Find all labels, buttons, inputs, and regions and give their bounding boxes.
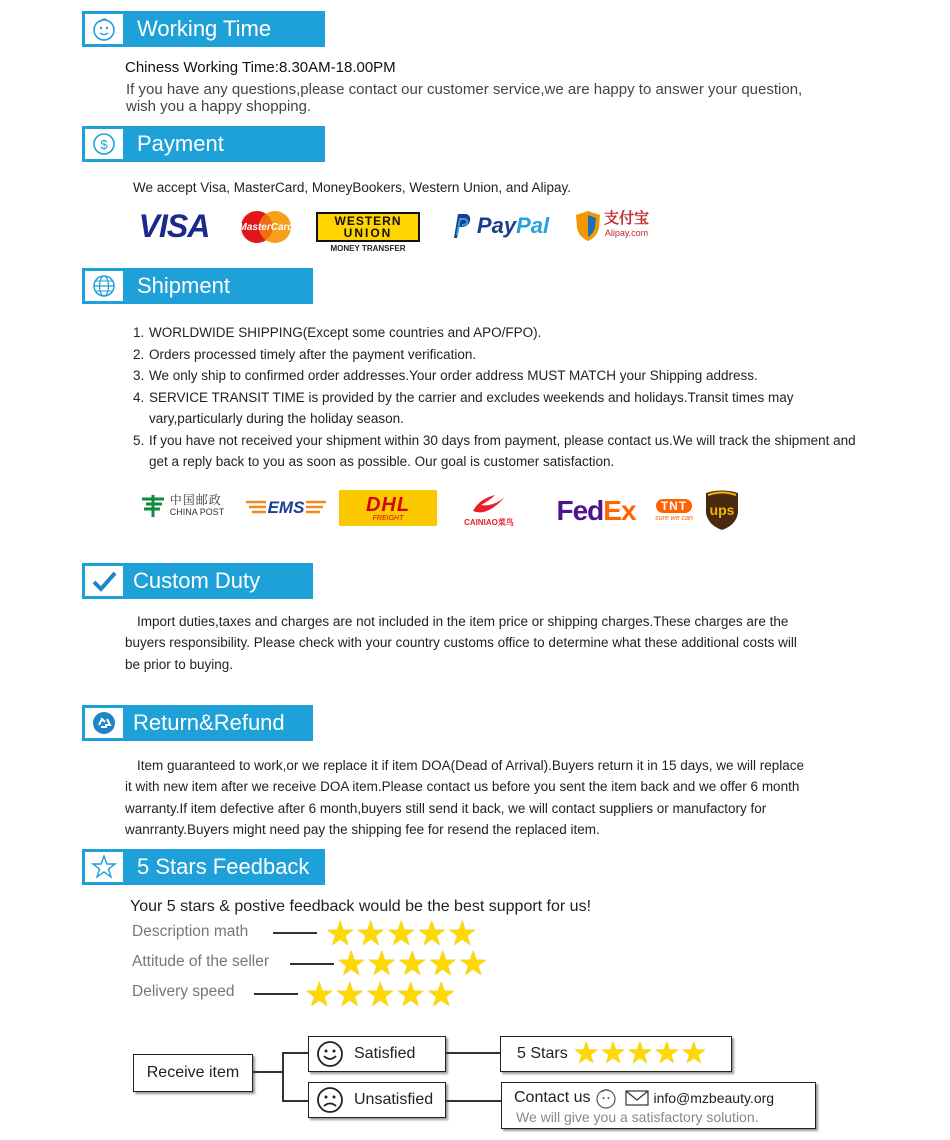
section-title: 5 Stars Feedback [137, 854, 310, 879]
satisfied-label: Satisfied [354, 1045, 416, 1062]
five-stars-label: 5 Stars [517, 1045, 568, 1062]
unsatisfied-label: Unsatisfied [354, 1091, 434, 1108]
china-post-en: CHINA POST [169, 507, 225, 517]
fedex-text-ex: Ex [603, 495, 636, 526]
star-icon: ★ [395, 976, 426, 1014]
western-union-sub: MONEY TRANSFER [330, 243, 406, 253]
section-header-return-refund [82, 705, 313, 741]
star-icon: ★ [427, 945, 458, 983]
alipay-cn: 支付宝 [603, 210, 649, 227]
china-post-cn: 中国邮政 [169, 493, 222, 507]
star-icon: ★ [325, 915, 356, 953]
china-post-logo [134, 490, 230, 522]
working-text-line1: If you have any questions,please contact our customer service,we are happy to answer your question, [126, 81, 803, 98]
email-icon [625, 1090, 649, 1106]
section-title: Return&Refund [133, 710, 285, 735]
return-line3: warranty.If item defective after 6 month,buyers still send it back, we will contact suppliers or manufactory for [125, 801, 767, 816]
ups-logo [704, 489, 740, 531]
rating-label: Delivery speed [132, 983, 235, 1000]
rating-label: Attitude of the seller [132, 953, 269, 970]
shipment-item: 5. If you have not received your shipment within 30 days from payment, please contact us.We will track the shipment and get a reply back to you as soon as possible. Our goal is customer satisfaction. [148, 430, 868, 473]
western-union-top: WESTERN [334, 213, 402, 228]
sad-face-icon [316, 1086, 344, 1114]
ups-logo-text: ups [709, 502, 735, 518]
dhl-sub-text: FREIGHT [372, 514, 404, 522]
happy-face-icon [316, 1040, 344, 1068]
shipment-item: 4. SERVICE TRANSIT TIME is provided by the carrier and excludes weekends and holidays.Transit times may vary,particularly during the holiday season. [148, 387, 868, 430]
smiley-icon [595, 1087, 617, 1109]
star-icon: ★ [599, 1037, 627, 1070]
unsatisfied-box [308, 1082, 446, 1118]
contact-email[interactable]: info@mzbeauty.org [653, 1089, 775, 1106]
alipay-logo [570, 208, 654, 244]
contact-promise: We will give you a satisfactory solution. [516, 1108, 759, 1125]
return-line1: Item guaranteed to work,or we replace it if item DOA(Dead of Arrival).Buyers return it in 15 days, we will replace [137, 758, 805, 773]
receive-item-label: Receive item [146, 1064, 240, 1081]
star-icon: ★ [366, 945, 397, 983]
western-union-bottom: UNION [343, 225, 393, 240]
star-icon: ★ [336, 945, 367, 983]
alipay-text [604, 212, 649, 240]
flow-line [282, 1052, 284, 1102]
shipment-item: 1. WORLDWIDE SHIPPING(Except some countries and APO/FPO). [148, 322, 868, 344]
working-text-line2: wish you a happy shopping. [126, 98, 312, 115]
smiley-icon [85, 14, 123, 44]
ems-logo [244, 496, 328, 520]
paypal-text-pay: Pay [476, 213, 517, 238]
return-line2: it with new item after we receive DOA item.Please contact us before you sent the item back and we offer 6 month [125, 779, 800, 794]
flow-line [445, 1100, 501, 1102]
rating-connector [290, 963, 334, 965]
payment-text: We accept Visa, MasterCard, MoneyBookers, Western Union, and Alipay. [133, 180, 571, 195]
section-header-shipment [82, 268, 313, 304]
star-icon: ★ [304, 976, 335, 1014]
western-union-logo [315, 211, 421, 253]
custom-duty-line3: be prior to buying. [125, 657, 234, 672]
rating-connector [254, 993, 298, 995]
custom-duty-line1: Import duties,taxes and charges are not included in the item price or shipping charges.These charges are the [137, 614, 789, 629]
section-header-custom-duty [82, 563, 313, 599]
mastercard-logo [238, 210, 294, 244]
alipay-shield-icon [575, 210, 601, 242]
five-stars-box [500, 1036, 732, 1072]
shipment-list [132, 322, 868, 473]
section-header-working-time [82, 11, 325, 47]
tnt-logo-text: TNT [656, 499, 692, 513]
paypal-logo [448, 208, 552, 244]
rating-label: Description math [132, 923, 249, 940]
visa-logo [131, 206, 217, 246]
flow-line [252, 1071, 282, 1073]
receive-item-box [133, 1054, 253, 1092]
shipment-item: 3. We only ship to confirmed order addresses.Your order address MUST MATCH your Shipping address. [148, 365, 868, 387]
fedex-text-fed: Fed [556, 495, 604, 526]
star-icon: ★ [364, 976, 396, 1014]
section-title: Shipment [137, 273, 230, 298]
custom-duty-line2: buyers responsibility. Please check with your country customs office to determine what these additional costs will [125, 635, 797, 650]
paypal-text-pal: Pal [516, 213, 550, 238]
dollar-icon [85, 129, 123, 159]
rating-connector [273, 932, 317, 934]
star-icon: ★ [425, 976, 457, 1014]
check-icon [85, 566, 123, 596]
working-hours: Chiness Working Time:8.30AM-18.00PM [125, 59, 396, 76]
return-line4: wanrranty.Buyers might need pay the shipping fee for resend the replaced item. [125, 822, 600, 837]
section-title: Custom Duty [133, 568, 261, 593]
section-header-feedback [82, 849, 325, 885]
flow-line [282, 1100, 308, 1102]
china-post-text [170, 494, 225, 518]
shipment-item: 2. Orders processed timely after the payment verification. [148, 344, 868, 366]
tnt-logo [650, 494, 698, 526]
satisfied-box [308, 1036, 446, 1072]
mastercard-logo-text: MasterCard [238, 221, 294, 233]
globe-icon [85, 271, 123, 301]
star-icon: ★ [446, 915, 478, 953]
rating-stars [304, 976, 457, 1014]
cainiao-logo [458, 488, 520, 530]
star-outline-icon [85, 852, 123, 882]
dhl-logo [339, 490, 437, 526]
contact-us-label: Contact us [514, 1088, 591, 1106]
section-header-payment [82, 126, 325, 162]
ems-logo-text: EMS [267, 498, 305, 517]
cainiao-logo-text: CAINIAO菜鸟 [464, 517, 514, 527]
cainiao-bird-icon [469, 491, 509, 517]
recycle-icon [85, 708, 123, 738]
star-icon: ★ [334, 976, 365, 1014]
alipay-url: Alipay.com [604, 228, 649, 238]
svg-text:$: $ [100, 137, 108, 152]
star-icon: ★ [626, 1037, 654, 1070]
contact-box [501, 1082, 816, 1129]
star-icon: ★ [572, 1037, 600, 1070]
flow-line [445, 1052, 500, 1054]
star-icon: ★ [416, 915, 447, 953]
western-union-box [316, 212, 420, 242]
star-icon: ★ [680, 1037, 708, 1070]
star-icon: ★ [457, 945, 489, 983]
five-stars-row [573, 1039, 708, 1069]
section-title: Working Time [137, 16, 272, 41]
fedex-logo [546, 494, 646, 528]
paypal-p-icon [451, 213, 471, 239]
star-icon: ★ [653, 1037, 681, 1070]
flow-line [282, 1052, 308, 1054]
section-title: Payment [137, 131, 224, 156]
feedback-headline: Your 5 stars & postive feedback would be the best support for us! [130, 898, 592, 915]
dhl-logo-text: DHL [365, 493, 411, 516]
star-icon: ★ [385, 915, 417, 953]
star-icon: ★ [396, 945, 428, 983]
tnt-sub-text: sure we can [655, 514, 693, 522]
visa-logo-text: VISA [138, 207, 210, 244]
china-post-emblem-icon [140, 493, 166, 519]
star-icon: ★ [355, 915, 386, 953]
contact-row [514, 1087, 774, 1109]
